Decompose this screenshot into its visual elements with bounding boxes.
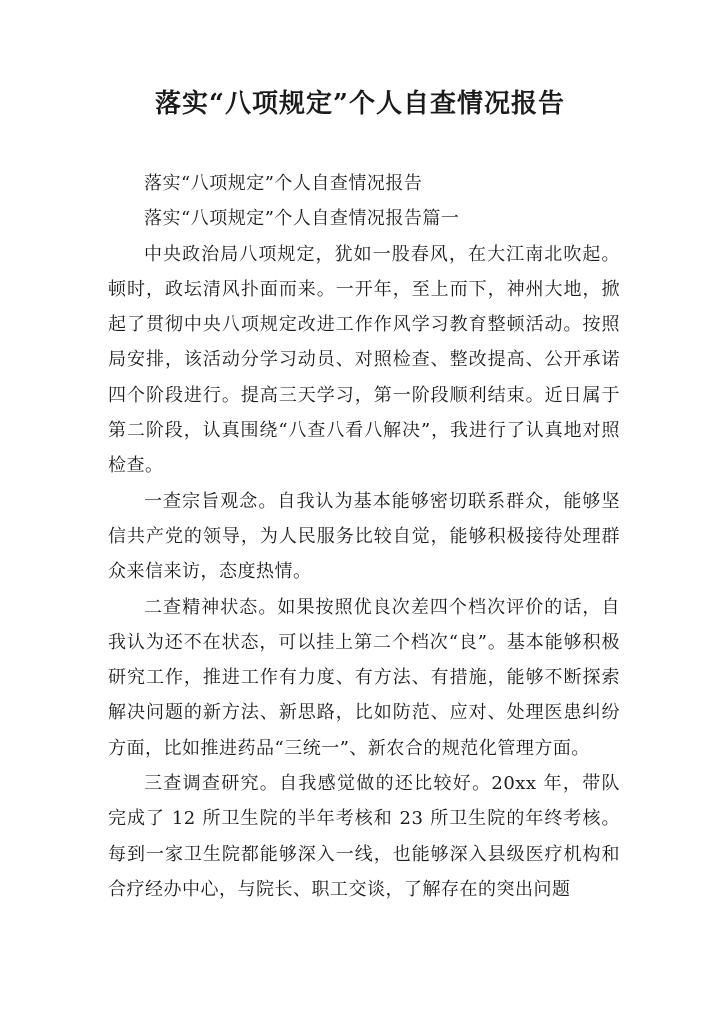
paragraph-research: 三查调查研究。自我感觉做的还比较好。20xx 年，带队完成了 12 所卫生院的半年考核和 23 所卫生院的年终考核。每到一家卫生院都能够深入一线，也能够深入县级医疗机构和合疗经办中心，与院长、职工交谈，了解存在的突出问题 bbox=[108, 773, 620, 900]
paragraph-subtitle: 落实“八项规定”个人自查情况报告 bbox=[144, 173, 423, 194]
document-title: 落实“八项规定”个人自查情况报告 bbox=[155, 89, 565, 119]
paragraph-purpose: 一查宗旨观念。自我认为基本能够密切联系群众，能够坚信共产党的领导，为人民服务比较自觉，能够积极接待处理群众来信来访，态度热情。 bbox=[108, 490, 620, 583]
paragraph-section-heading: 落实“八项规定”个人自查情况报告篇一 bbox=[144, 208, 460, 230]
paragraph-intro: 中央政治局八项规定，犹如一股春风，在大江南北吹起。顿时，政坛清风扑面而来。一开年，至上而下，神州大地，掀起了贯彻中央八项规定改进工作作风学习教育整顿活动。按照局安排，该活动分学习动员、对照检查、整改提高、公开承诺四个阶段进行。提高三天学习，第一阶段顺利结束。近日属于第二阶段，认真围绕“八查八看八解决”，我进行了认真地对照检查。 bbox=[108, 243, 620, 477]
paragraph-spirit: 二查精神状态。如果按照优良次差四个档次评价的话，自我认为还不在状态，可以挂上第二个档次“良”。基本能够积极研究工作，推进工作有力度、有方法、有措施，能够不断探索解决问题的新方法、新思路，比如防范、应对、处理医患纠纷方面，比如推进药品“三统一”、新农合的规范化管理方面。 bbox=[108, 596, 620, 759]
document-body bbox=[108, 166, 620, 907]
